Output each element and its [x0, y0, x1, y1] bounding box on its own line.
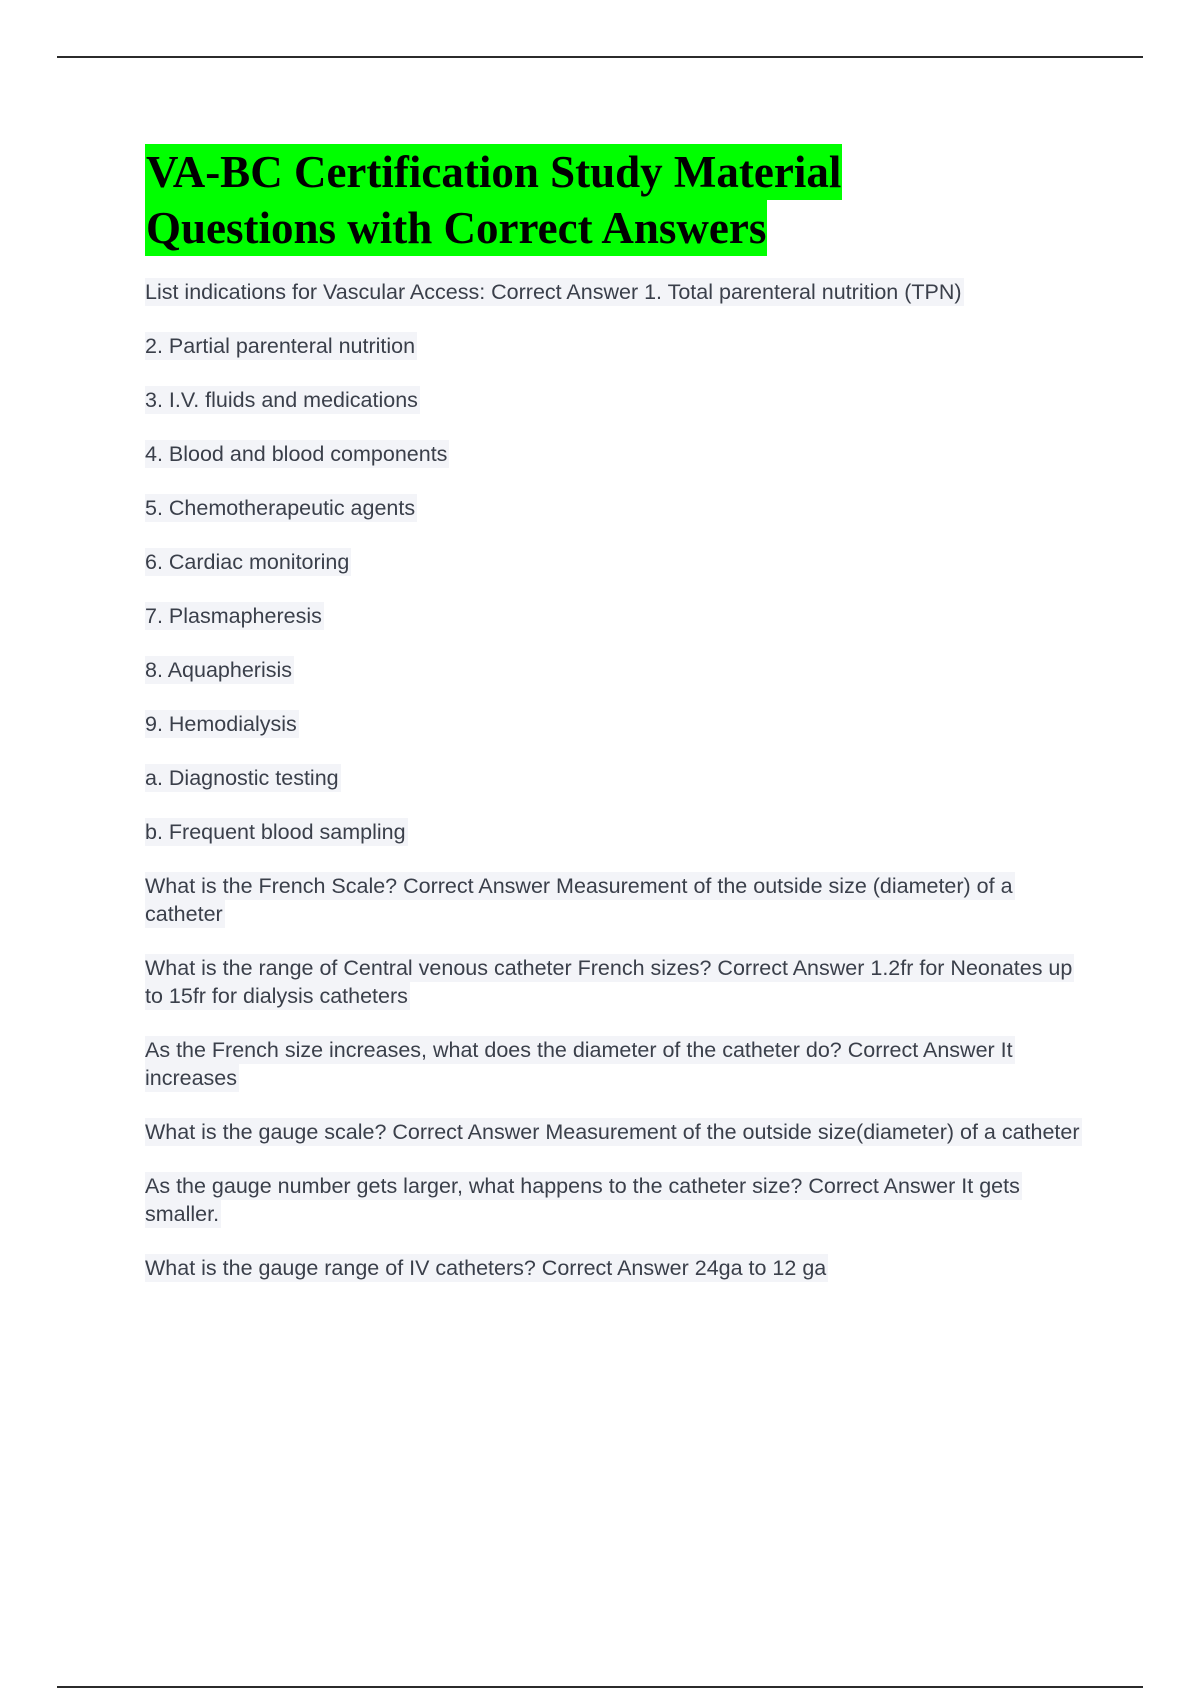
qa-item-gauge-range: What is the gauge range of IV catheters? Correct Answer 24ga to 12 ga	[145, 1256, 827, 1280]
header-rule	[57, 56, 1143, 58]
qa-item-french-increase: As the French size increases, what does the diameter of the catheter do? Correct Answer It increases	[145, 1038, 1013, 1090]
document-body	[145, 144, 1085, 1308]
qa-item-indications: List indications for Vascular Access: Correct Answer 1. Total parenteral nutrition (TPN)	[145, 280, 962, 304]
list-item: 2. Partial parenteral nutrition	[145, 334, 416, 358]
qa-item-gauge-scale: What is the gauge scale? Correct Answer Measurement of the outside size(diameter) of a catheter	[145, 1120, 1080, 1144]
list-item: 9. Hemodialysis	[145, 712, 297, 736]
qa-item-french-range: What is the range of Central venous catheter French sizes? Correct Answer 1.2fr for Neonates up to 15fr for dialysis catheters	[145, 956, 1073, 1008]
list-item: 8. Aquapherisis	[145, 658, 293, 682]
list-item: b. Frequent blood sampling	[145, 820, 406, 844]
title-line-2: Questions with Correct Answers	[145, 200, 767, 256]
list-item: a. Diagnostic testing	[145, 766, 339, 790]
qa-item-gauge-larger: As the gauge number gets larger, what happens to the catheter size? Correct Answer It gets smaller.	[145, 1174, 1020, 1226]
footer-rule	[57, 1686, 1143, 1688]
list-item: 7. Plasmapheresis	[145, 604, 322, 628]
list-item: 5. Chemotherapeutic agents	[145, 496, 416, 520]
list-item: 3. I.V. fluids and medications	[145, 388, 418, 412]
document-title	[145, 144, 1085, 256]
list-item: 6. Cardiac monitoring	[145, 550, 350, 574]
list-item: 4. Blood and blood components	[145, 442, 448, 466]
title-line-1: VA-BC Certification Study Material	[145, 144, 842, 200]
qa-item-french-scale: What is the French Scale? Correct Answer Measurement of the outside size (diameter) of a catheter	[145, 874, 1013, 926]
